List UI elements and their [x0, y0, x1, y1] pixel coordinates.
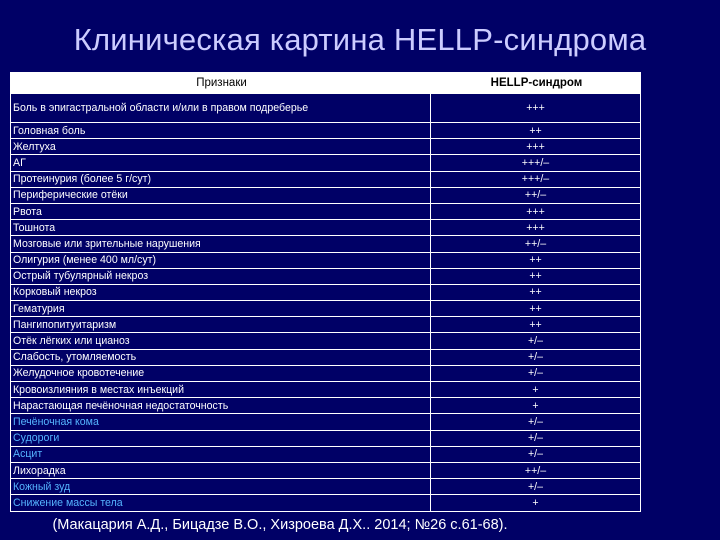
header-signs: Признаки: [11, 73, 431, 94]
sign-cell: Печёночная кома: [11, 414, 431, 430]
table-header-row: [11, 73, 641, 94]
sign-cell: Отёк лёгких или цианоз: [11, 333, 431, 349]
table-row: [11, 365, 641, 381]
sign-cell: Нарастающая печёночная недостаточность: [11, 398, 431, 414]
header-hellp: HELLP-синдром: [431, 73, 641, 94]
value-cell: ++: [431, 252, 641, 268]
table-row: [11, 301, 641, 317]
value-cell: ++/–: [431, 187, 641, 203]
value-cell: ++/–: [431, 236, 641, 252]
sign-cell: Желудочное кровотечение: [11, 365, 431, 381]
table-row: [11, 187, 641, 203]
sign-cell: Лихорадка: [11, 462, 431, 478]
sign-cell: Протеинурия (более 5 г/сут): [11, 171, 431, 187]
table-row: [11, 284, 641, 300]
sign-cell: Олигурия (менее 400 мл/сут): [11, 252, 431, 268]
table-row: [11, 252, 641, 268]
value-cell: +: [431, 398, 641, 414]
sign-cell: Асцит: [11, 446, 431, 462]
sign-cell: Тошнота: [11, 220, 431, 236]
value-cell: +/–: [431, 365, 641, 381]
sign-cell: АГ: [11, 155, 431, 171]
sign-cell: Желтуха: [11, 139, 431, 155]
value-cell: ++: [431, 123, 641, 139]
sign-cell: Кровоизлияния в местах инъекций: [11, 382, 431, 398]
table-row: [11, 268, 641, 284]
value-cell: +++/–: [431, 171, 641, 187]
value-cell: ++/–: [431, 462, 641, 478]
table-row: [11, 430, 641, 446]
sign-cell: Головная боль: [11, 123, 431, 139]
table-row: [11, 94, 641, 123]
table-row: [11, 382, 641, 398]
value-cell: +++: [431, 94, 641, 123]
value-cell: +/–: [431, 414, 641, 430]
value-cell: +/–: [431, 479, 641, 495]
value-cell: ++: [431, 317, 641, 333]
value-cell: +/–: [431, 430, 641, 446]
table-row: [11, 220, 641, 236]
table-row: [11, 123, 641, 139]
value-cell: +/–: [431, 446, 641, 462]
table-row: [11, 446, 641, 462]
value-cell: +: [431, 382, 641, 398]
table-row: [11, 333, 641, 349]
value-cell: ++: [431, 284, 641, 300]
value-cell: +++: [431, 220, 641, 236]
value-cell: +++: [431, 139, 641, 155]
table-row: [11, 479, 641, 495]
value-cell: +++: [431, 203, 641, 219]
table-row: [11, 462, 641, 478]
sign-cell: Снижение массы тела: [11, 495, 431, 511]
sign-cell: Судороги: [11, 430, 431, 446]
symptoms-table: [10, 72, 641, 512]
sign-cell: Слабость, утомляемость: [11, 349, 431, 365]
value-cell: +/–: [431, 333, 641, 349]
table-row: [11, 236, 641, 252]
sign-cell: Кожный зуд: [11, 479, 431, 495]
value-cell: ++: [431, 268, 641, 284]
value-cell: +++/–: [431, 155, 641, 171]
table-row: [11, 139, 641, 155]
table-row: [11, 171, 641, 187]
sign-cell: Мозговые или зрительные нарушения: [11, 236, 431, 252]
table-row: [11, 398, 641, 414]
table-row: [11, 203, 641, 219]
table-row: [11, 495, 641, 511]
value-cell: +: [431, 495, 641, 511]
sign-cell: Корковый некроз: [11, 284, 431, 300]
slide-title: Клиническая картина HELLP-синдрома: [73, 22, 647, 57]
table-row: [11, 155, 641, 171]
sign-cell: Периферические отёки: [11, 187, 431, 203]
table-body: [11, 94, 641, 512]
citation: (Макацария А.Д., Бицадзе В.О., Хизроева Д.Х.. 2014; №26 с.61-68).: [52, 517, 508, 533]
table-row: [11, 414, 641, 430]
value-cell: ++: [431, 301, 641, 317]
sign-cell: Рвота: [11, 203, 431, 219]
sign-cell: Пангипопитуитаризм: [11, 317, 431, 333]
sign-cell: Острый тубулярный некроз: [11, 268, 431, 284]
sign-cell: Гематурия: [11, 301, 431, 317]
sign-cell: Боль в эпигастральной области и/или в правом подреберье: [11, 94, 431, 123]
value-cell: +/–: [431, 349, 641, 365]
table-row: [11, 349, 641, 365]
table-row: [11, 317, 641, 333]
